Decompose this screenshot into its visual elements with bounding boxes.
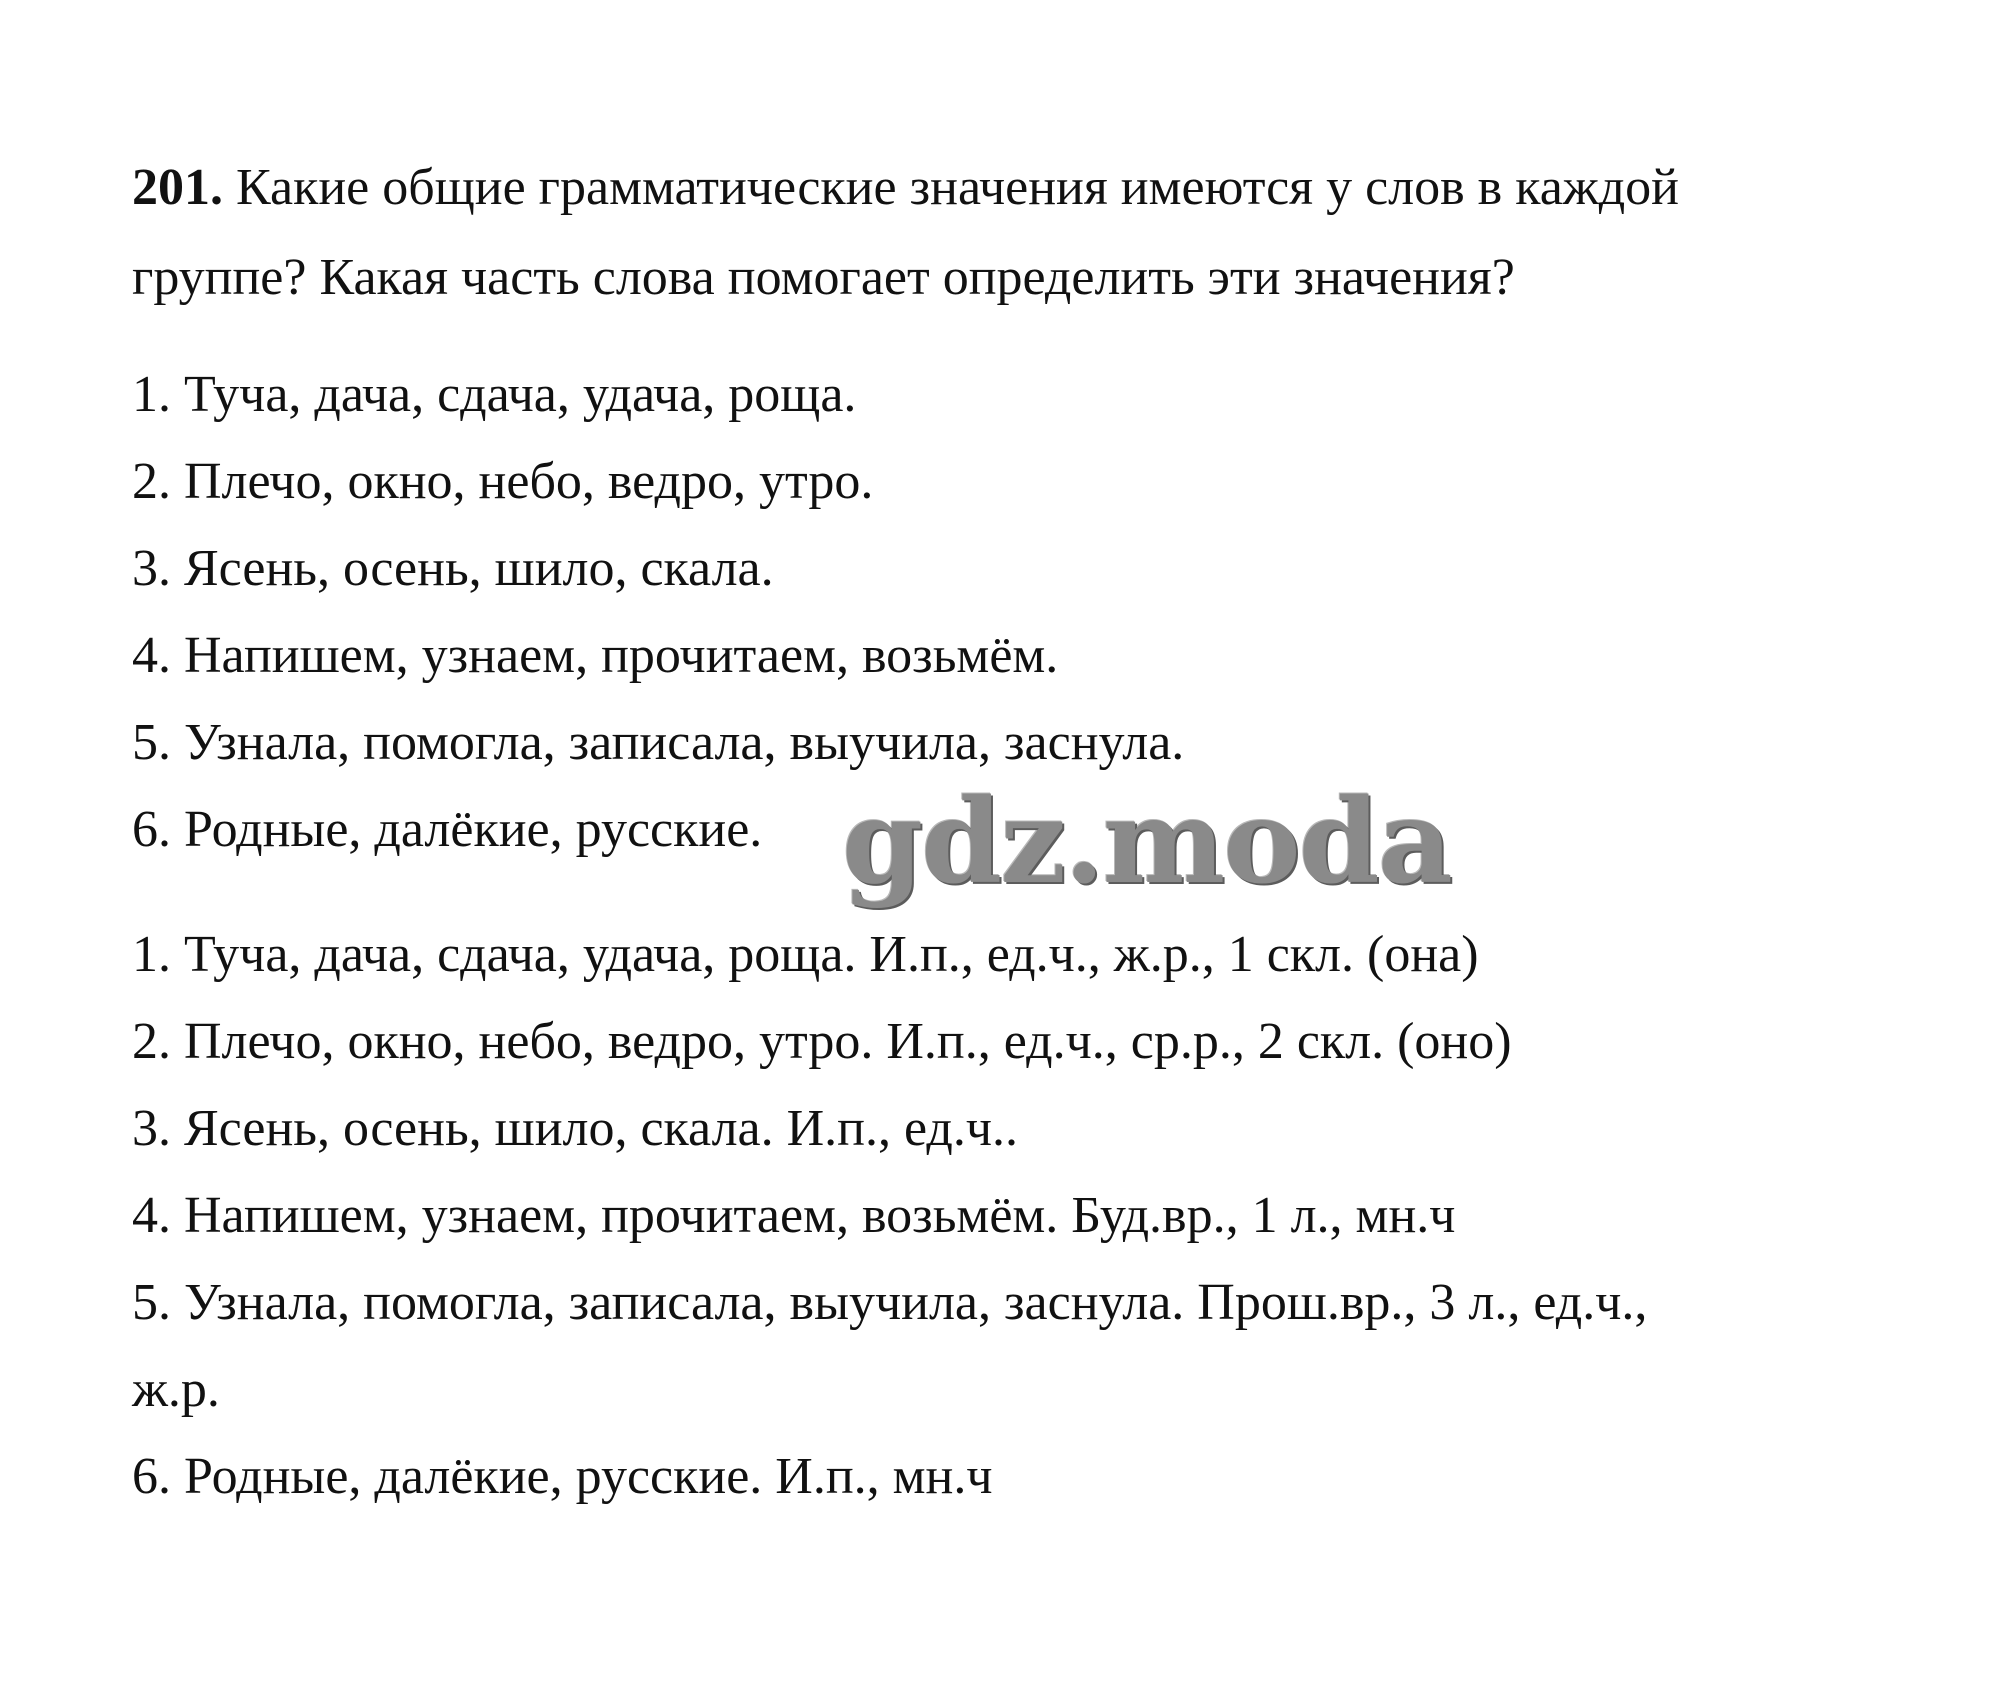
watermark-logo: gdz.moda	[842, 774, 1451, 910]
exercise-line-1: 1. Туча, дача, сдача, удача, роща.	[132, 366, 857, 423]
exercise-line-2: 2. Плечо, окно, небо, ведро, утро.	[132, 453, 874, 510]
answer-line-3: 3. Ясень, осень, шило, скала. И.п., ед.ч..	[132, 1100, 1018, 1157]
exercise-line-4: 4. Напишем, узнаем, прочитаем, возьмём.	[132, 627, 1059, 684]
exercise-line-3: 3. Ясень, осень, шило, скала.	[132, 540, 774, 597]
answer-line-6: 6. Родные, далёкие, русские. И.п., мн.ч	[132, 1448, 993, 1505]
answer-line-1: 1. Туча, дача, сдача, удача, роща. И.п., ед.ч., ж.р., 1 скл. (она)	[132, 926, 1479, 983]
task-question-line-1	[132, 158, 1679, 218]
answer-line-5: 5. Узнала, помогла, записала, выучила, заснула. Прош.вр., 3 л., ед.ч.,	[132, 1274, 1648, 1331]
answer-line-5-continuation: ж.р.	[132, 1361, 220, 1418]
task-question-line-2: группе? Какая часть слова помогает определить эти значения?	[132, 249, 1515, 306]
answer-line-2: 2. Плечо, окно, небо, ведро, утро. И.п., ед.ч., ср.р., 2 скл. (оно)	[132, 1013, 1512, 1070]
task-number: 201.	[132, 159, 223, 216]
exercise-line-5: 5. Узнала, помогла, записала, выучила, заснула.	[132, 714, 1185, 771]
exercise-line-6: 6. Родные, далёкие, русские.	[132, 801, 763, 858]
task-question-text-1: Какие общие грамматические значения имеются у слов в каждой	[236, 159, 1679, 216]
answer-line-4: 4. Напишем, узнаем, прочитаем, возьмём. Буд.вр., 1 л., мн.ч	[132, 1187, 1456, 1244]
